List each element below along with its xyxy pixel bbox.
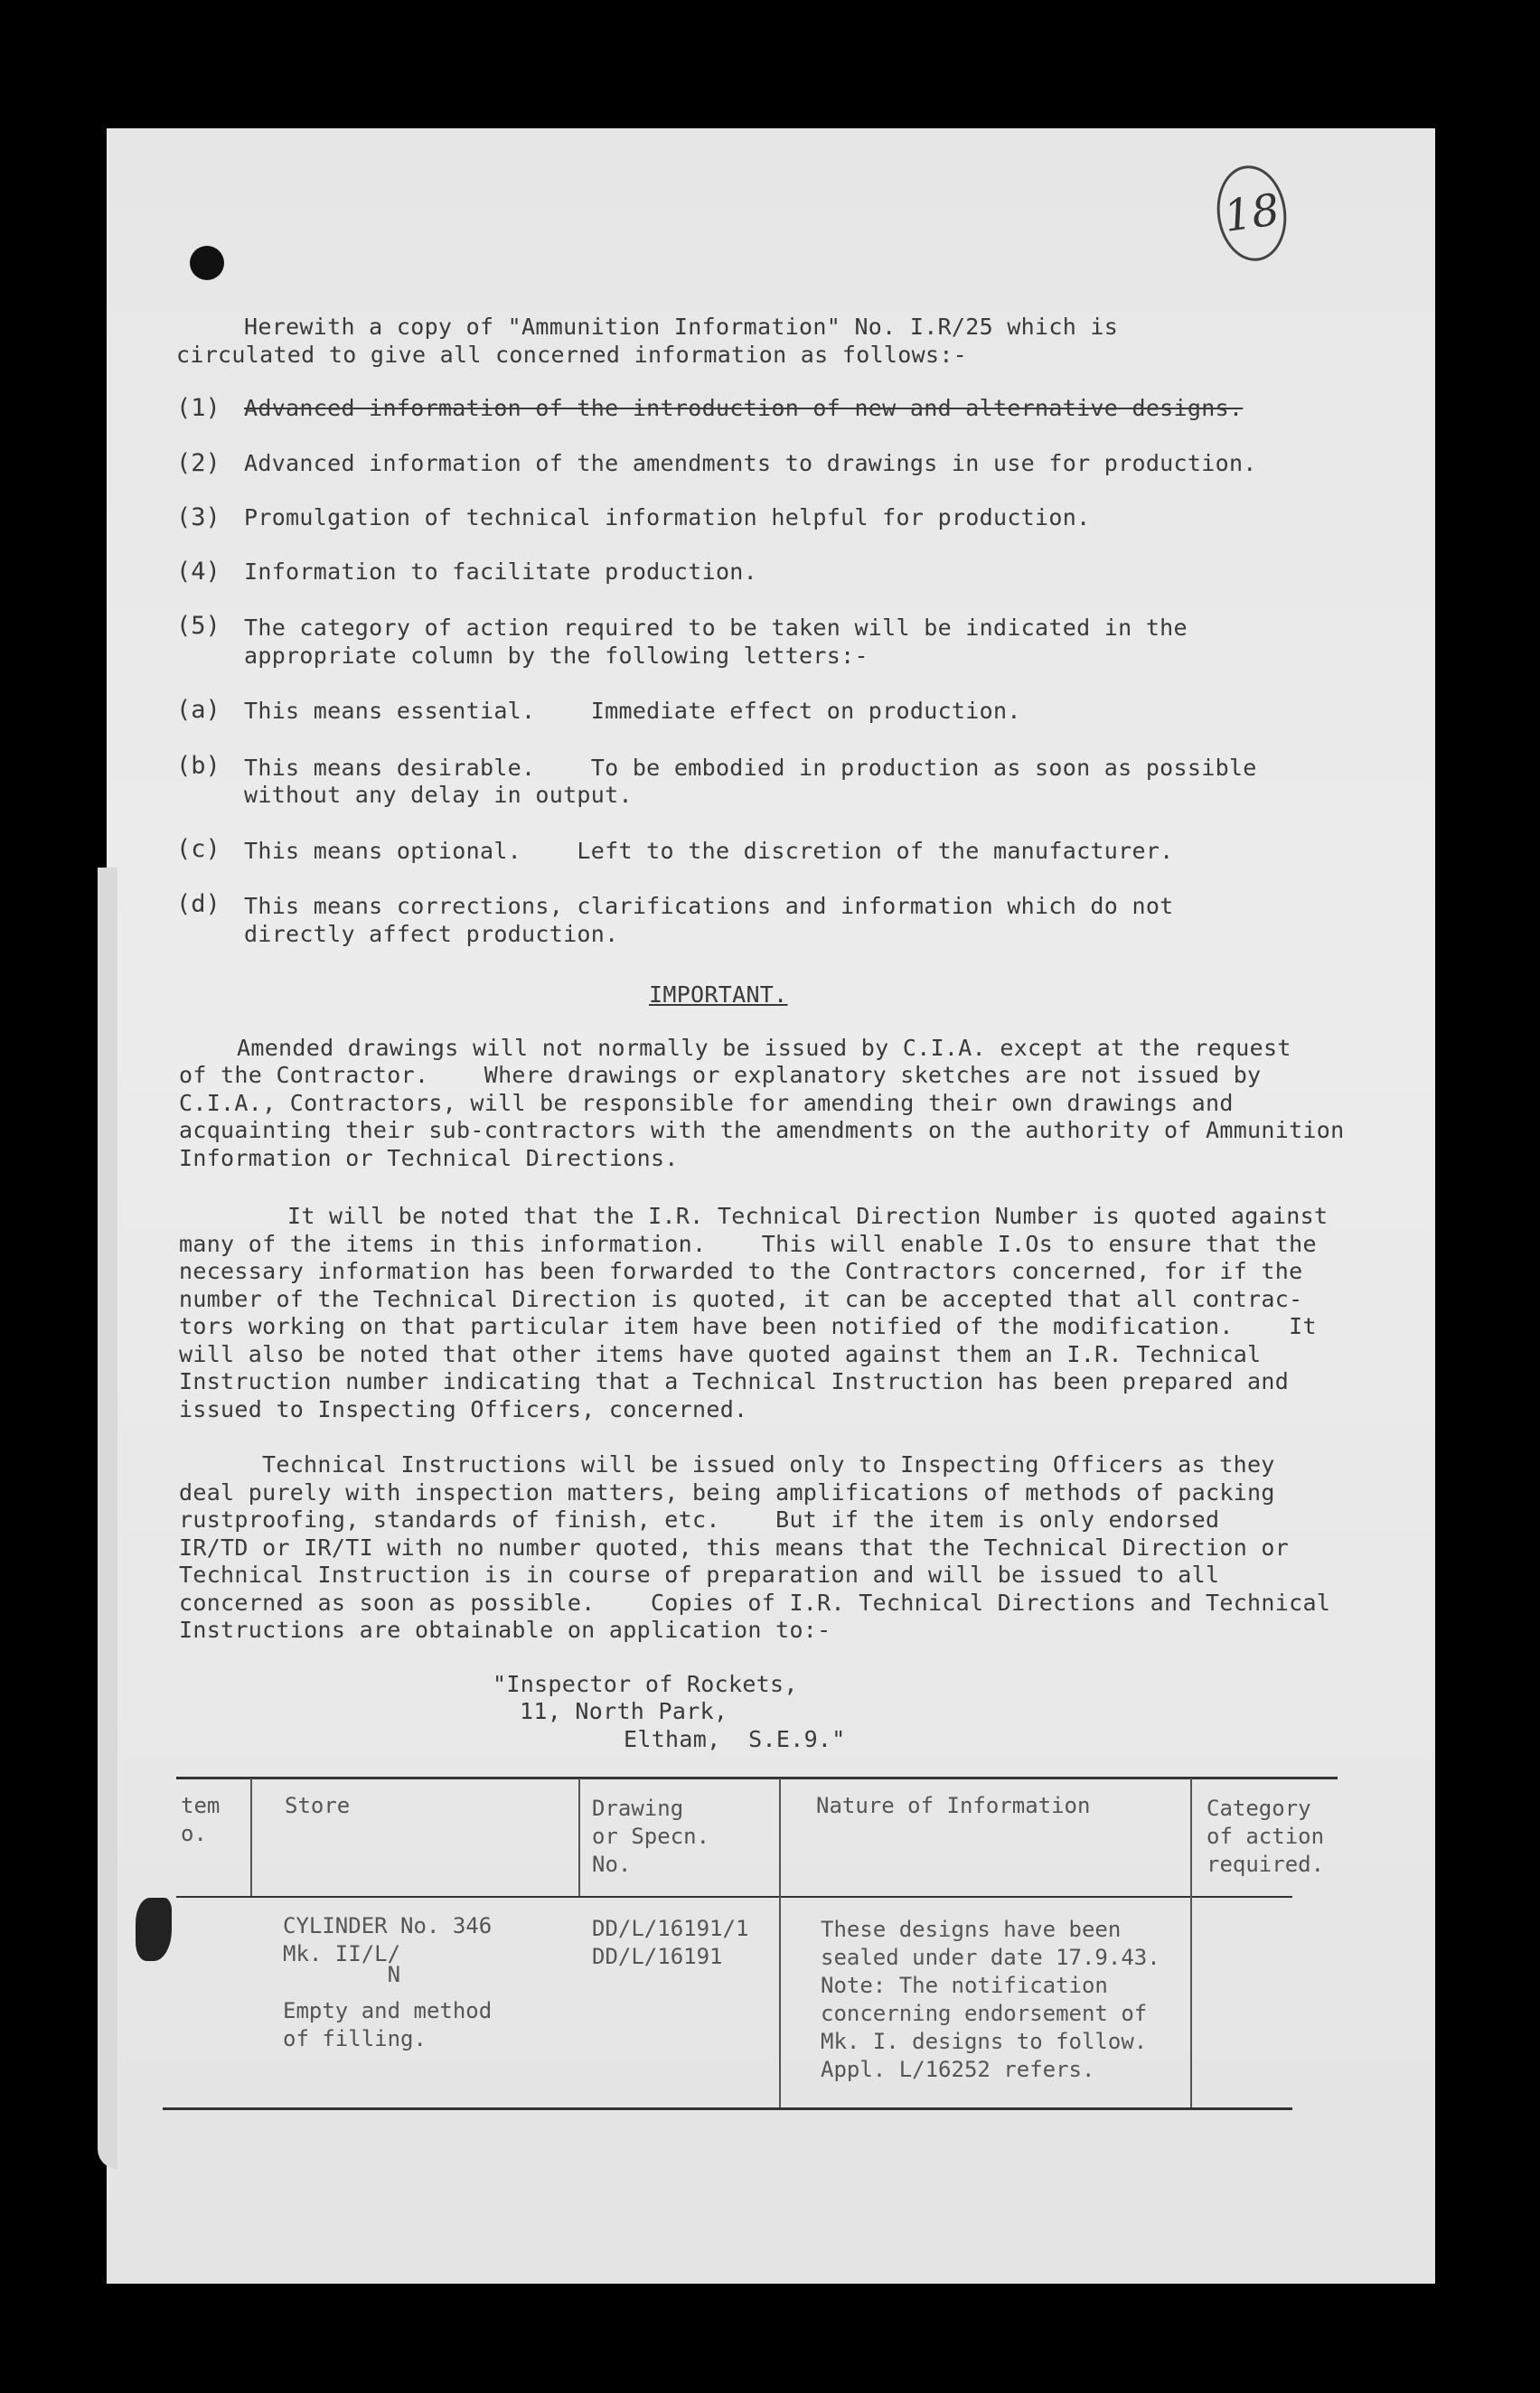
para2-line-8: issued to Inspecting Officers, concerned. <box>179 1396 748 1422</box>
para3-line-3: rustproofing, standards of finish, etc. But if the item is only endorsed <box>179 1506 1220 1533</box>
item-c-letter: (c) <box>176 835 221 863</box>
para2-line-6: will also be noted that other items have quoted against them an I.R. Technical <box>179 1341 1262 1367</box>
item-2-text: Advanced information of the amendments to drawings in use for production. <box>244 450 1257 476</box>
para3-line-7: Instructions are obtainable on application to:- <box>179 1617 831 1643</box>
para2-line-7: Instruction number indicating that a Technical Instruction has been prepared and <box>179 1368 1290 1394</box>
para1-line-4: acquainting their sub-contractors with the amendments on the authority of Ammunition <box>179 1117 1345 1143</box>
row-store-line-5: of filling. <box>283 2026 427 2051</box>
header-category-line-1: Category <box>1207 1796 1311 1821</box>
para3-line-5: Technical Instruction is in course of preparation and will be issued to all <box>179 1562 1220 1588</box>
para2-line-3: necessary information has been forwarded to the Contractors concerned, for if the <box>179 1258 1303 1284</box>
header-category-line-3: required. <box>1207 1852 1325 1877</box>
item-4-number: (4) <box>176 558 221 586</box>
row-nature-line-3: Note: The notification <box>821 1973 1108 1998</box>
intro-line-1: Herewith a copy of "Ammunition Information" No. I.R/25 which is <box>244 314 1119 340</box>
item-2-number: (2) <box>176 449 221 477</box>
row-store-line-1: CYLINDER No. 346 <box>283 1913 493 1938</box>
table-divider-3 <box>779 1778 781 2107</box>
row-nature-line-4: concerning endorsement of <box>821 2001 1148 2026</box>
header-drawing-line-2: or Specn. <box>592 1824 710 1849</box>
row-store-line-3: N <box>283 1962 401 1987</box>
address-line-1: "Inspector of Rockets, <box>493 1671 798 1697</box>
table-divider-4 <box>1190 1778 1192 2107</box>
item-b-letter: (b) <box>176 752 221 780</box>
folio-number: 18 <box>1211 161 1292 266</box>
header-category-line-2: of action <box>1207 1824 1325 1849</box>
row-store-line-2: Mk. II/L/ <box>283 1941 401 1966</box>
header-item-line-1: tem <box>181 1793 221 1818</box>
item-b-text-line-2: without any delay in output. <box>244 782 633 808</box>
para2-line-2: many of the items in this information. This will enable I.Os to ensure that the <box>179 1231 1317 1257</box>
row-nature-line-2: sealed under date 17.9.43. <box>821 1945 1160 1970</box>
item-1-number: (1) <box>176 394 221 422</box>
item-d-text-line-2: directly affect production. <box>244 921 619 947</box>
header-nature: Nature of Information <box>816 1793 1091 1818</box>
para2-line-4: number of the Technical Direction is quoted, it can be accepted that all contrac- <box>179 1286 1303 1312</box>
item-3-number: (3) <box>176 503 221 531</box>
row-nature-line-5: Mk. I. designs to follow. <box>821 2029 1148 2054</box>
table-top-rule <box>176 1777 1338 1779</box>
punch-hole <box>190 246 224 280</box>
header-item-line-2: o. <box>181 1821 207 1846</box>
item-5-number: (5) <box>176 612 221 640</box>
item-c-text: This means optional. Left to the discretion of the manufacturer. <box>244 838 1174 864</box>
address-line-3: Eltham, S.E.9." <box>624 1726 846 1752</box>
table-header-rule <box>176 1896 1292 1898</box>
important-heading: IMPORTANT. <box>649 981 788 1008</box>
para3-line-6: concerned as soon as possible. Copies of I.R. Technical Directions and Technical <box>179 1590 1331 1616</box>
para1-line-3: C.I.A., Contractors, will be responsible for amending their own drawings and <box>179 1090 1234 1116</box>
table-divider-2 <box>578 1778 580 1896</box>
table-divider-1 <box>250 1778 252 1896</box>
para3-line-4: IR/TD or IR/TI with no number quoted, this means that the Technical Direction or <box>179 1534 1290 1561</box>
para2-line-1: It will be noted that the I.R. Technical Direction Number is quoted against <box>287 1203 1329 1229</box>
header-drawing-line-3: No. <box>592 1852 632 1877</box>
para1-line-2: of the Contractor. Where drawings or explanatory sketches are not issued by <box>179 1062 1262 1088</box>
row-nature-line-6: Appl. L/16252 refers. <box>821 2057 1095 2082</box>
address-line-2: 11, North Park, <box>520 1698 728 1724</box>
page-edge <box>98 868 117 2169</box>
ink-blot <box>136 1898 172 1961</box>
row-drawing-line-2: DD/L/16191 <box>592 1944 723 1969</box>
item-1-text: Advanced information of the introduction of new and alternative designs. <box>244 395 1244 421</box>
row-store-line-4: Empty and method <box>283 1998 493 2023</box>
item-d-letter: (d) <box>176 890 221 918</box>
item-a-letter: (a) <box>176 696 221 724</box>
table-bottom-rule <box>163 2107 1292 2110</box>
item-3-text: Promulgation of technical information helpful for production. <box>244 504 1091 530</box>
para3-line-1: Technical Instructions will be issued only to Inspecting Officers as they <box>262 1451 1275 1478</box>
item-a-text: This means essential. Immediate effect on production. <box>244 698 1021 724</box>
header-store: Store <box>285 1793 351 1818</box>
item-4-text: Information to facilitate production. <box>244 558 757 585</box>
item-5-text-line-1: The category of action required to be taken will be indicated in the <box>244 615 1188 641</box>
para1-line-1: Amended drawings will not normally be issued by C.I.A. except at the request <box>237 1035 1291 1061</box>
row-drawing-line-1: DD/L/16191/1 <box>592 1916 749 1941</box>
row-nature-line-1: These designs have been <box>821 1917 1122 1942</box>
para1-line-5: Information or Technical Directions. <box>179 1145 679 1171</box>
item-d-text-line-1: This means corrections, clarifications and information which do not <box>244 893 1174 919</box>
item-b-text-line-1: This means desirable. To be embodied in production as soon as possible <box>244 755 1257 781</box>
header-drawing-line-1: Drawing <box>592 1796 684 1821</box>
para2-line-5: tors working on that particular item have been notified of the modification. It <box>179 1313 1317 1339</box>
item-5-text-line-2: appropriate column by the following letters:- <box>244 643 869 669</box>
intro-line-2: circulated to give all concerned information as follows:- <box>176 342 968 368</box>
para3-line-2: deal purely with inspection matters, being amplifications of methods of packing <box>179 1479 1275 1506</box>
